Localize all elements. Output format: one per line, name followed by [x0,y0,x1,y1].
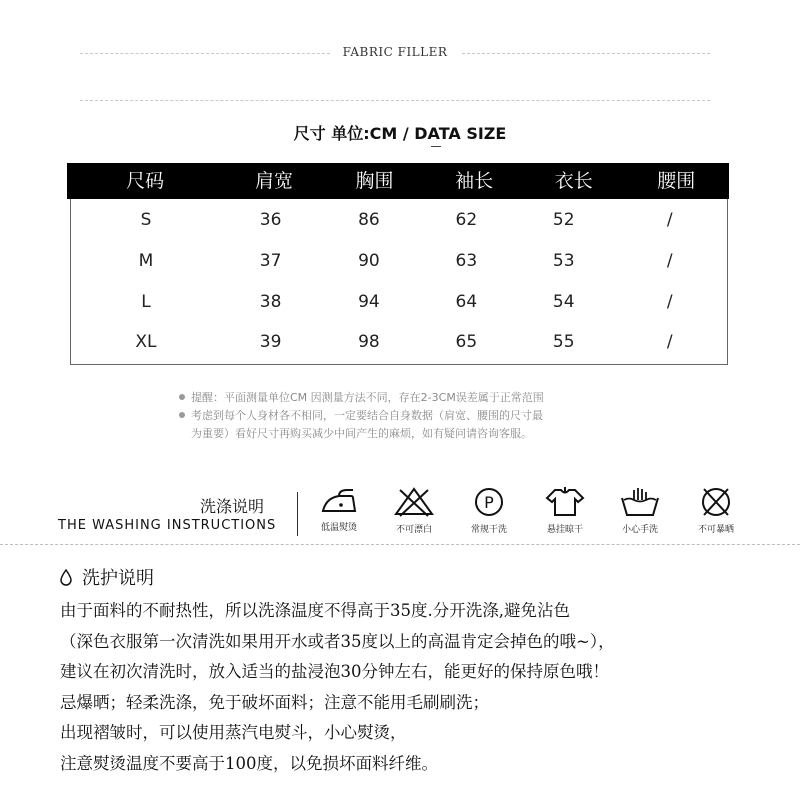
wash-symbol-label: 低温熨烫 [320,523,357,533]
wash-symbol-iron [306,486,372,533]
water-drop-icon [60,569,72,586]
wash-symbol-tumble [683,486,749,535]
header-dotted-rule-right [462,53,710,54]
dry-clean-p-icon [472,486,506,518]
care-line: 由于面料的不耐热性，所以洗涤温度不得高于35度.分开洗涤,避免沾色 [60,601,570,620]
bullet-dot [179,412,185,418]
fabric-filler-title: FABRIC FILLER [342,45,448,59]
table-row [71,200,727,240]
care-line: 忌爆晒；轻柔洗涤，免于破坏面料；注意不能用毛刷刷洗； [60,692,489,712]
wash-symbol-label: 小心手洗 [621,525,658,535]
care-text-block [60,596,760,779]
wash-symbol-handwash [607,486,673,535]
wash-symbol-label: 悬挂晾干 [546,525,583,535]
wash-symbol-label: 不可暴晒 [697,525,734,535]
table-row [71,282,727,322]
col-header-chest: 胸围 [355,170,394,192]
cell-length: 53 [552,251,575,271]
cell-sleeve: 63 [455,251,478,271]
size-table-body [70,199,728,365]
measurement-note [179,389,649,407]
note-text: 考虑到每个人身材各不相同，一定要结合自身数据（肩宽、腰围的尺寸最 [191,409,543,422]
care-line: （深色衣服第一次清洗如果用开水或者35度以上的高温肯定会掉色的哦~）， [60,631,615,651]
cell-sleeve: 64 [455,292,478,312]
header-dotted-rule-left [80,53,330,54]
table-row [71,241,727,281]
care-line: 建议在初次清洗时，放入适当的盐浸泡30分钟左右，能更好的保持原色哦！ [60,662,609,681]
cell-length: 54 [552,292,575,312]
cell-length: 55 [552,332,575,352]
col-header-waist: 腰围 [657,170,696,192]
wash-symbol-hang [532,486,598,535]
note-text: 为重要）看好尺寸再购买减少中间产生的麻烦，如有疑问请咨询客服。 [191,427,532,440]
size-table-header [67,163,729,199]
care-line: 出现褶皱时，可以使用蒸汽电熨斗，小心熨烫， [60,723,407,742]
washing-divider [297,492,298,536]
cell-length: 52 [552,210,575,230]
care-heading-text: 洗护说明 [82,568,154,589]
wash-symbol-label: 不可漂白 [395,525,432,535]
cell-waist: / [666,210,673,230]
cell-shoulder: 37 [259,251,282,271]
cell-size: XL [135,332,157,352]
bullet-dot [179,394,185,400]
hand-wash-icon [618,486,662,518]
col-header-size: 尺码 [126,170,165,192]
washing-title-cn: 洗涤说明 [200,497,265,516]
cell-chest: 98 [358,332,380,352]
cell-waist: / [666,292,673,312]
no-tumble-dry-icon [694,486,738,518]
wash-symbol-label: 常规干洗 [470,525,507,535]
care-heading [60,564,154,590]
cell-sleeve: 65 [455,332,478,352]
cell-size: S [140,210,152,230]
cell-shoulder: 36 [259,210,282,230]
svg-text:P: P [484,493,494,512]
low-temp-iron-icon [317,486,361,516]
cell-waist: / [666,251,673,271]
cell-chest: 94 [358,292,380,312]
cell-chest: 86 [358,210,380,230]
cell-chest: 90 [358,251,380,271]
wash-symbol-bleach [381,486,447,535]
no-bleach-icon [392,486,436,518]
wash-symbol-dryclean [456,486,522,535]
cell-waist: / [666,332,673,352]
table-row [71,322,727,362]
cell-size: L [141,292,151,312]
col-header-length: 衣长 [554,170,593,192]
sizing-advice-note [179,407,649,443]
cell-shoulder: 38 [259,292,282,312]
cell-sleeve: 62 [455,210,478,230]
size-table-title: 尺寸 单位:CM / DATA SIZE [293,124,507,143]
washing-title-en: THE WASHING INSTRUCTIONS [58,518,277,533]
header-dotted-rule-bottom [80,100,710,101]
section-divider [0,544,800,545]
note-text: 提醒：平面测量单位CM 因测量方法不同，存在2-3CM误差属于正常范围 [191,391,544,404]
col-header-shoulder: 肩宽 [254,170,293,192]
cell-shoulder: 39 [259,332,282,352]
size-title-underline [431,146,441,147]
hang-dry-icon [543,486,587,518]
care-line: 注意熨烫温度不要高于100度，以免损坏面料纤维。 [60,753,438,773]
cell-size: M [138,251,154,271]
col-header-sleeve: 袖长 [455,170,494,192]
